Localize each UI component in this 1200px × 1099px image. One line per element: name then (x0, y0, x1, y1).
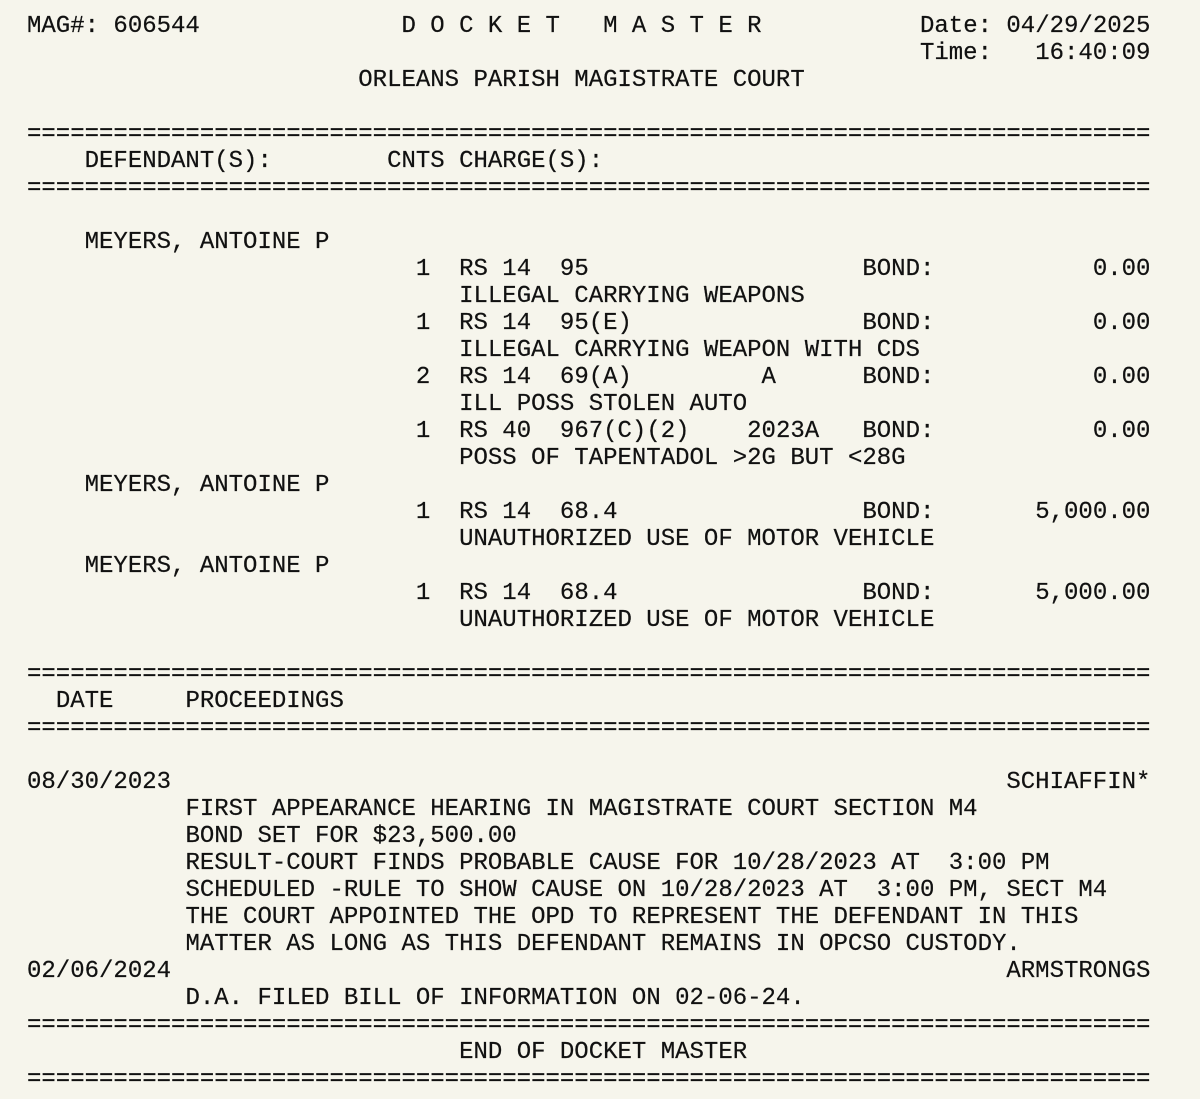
defendant-name: MEYERS, ANTOINE P (84, 553, 330, 580)
proceeding-clerk: ARMSTRONGS (1006, 958, 1151, 985)
time-label: Time: (919, 40, 992, 67)
column-proceedings: PROCEEDINGS (185, 688, 344, 715)
proceeding-text: BOND SET FOR $23,500.00 (185, 823, 517, 850)
section-divider: ============================================================================== (27, 121, 1151, 148)
date-label: Date: (919, 13, 992, 40)
charge-description-row (27, 607, 934, 634)
proceeding-entry-header (27, 769, 1150, 796)
defendant-row (27, 472, 329, 499)
bond-amount: 0.00 (1092, 418, 1151, 445)
charge-row (27, 310, 1150, 337)
charges-column-header (27, 148, 603, 175)
defendant-name: MEYERS, ANTOINE P (84, 472, 330, 499)
charge-statute: RS 40 967(C)(2) (459, 418, 690, 445)
charge-count: 1 (415, 580, 431, 607)
proceeding-text: D.A. FILED BILL OF INFORMATION ON 02-06-24. (185, 985, 805, 1012)
charge-count: 1 (415, 418, 431, 445)
charge-row (27, 256, 1150, 283)
charge-row (27, 580, 1150, 607)
report-time: 16:40:09 (1035, 40, 1151, 67)
charge-class: A (761, 364, 776, 391)
charge-description: ILLEGAL CARRYING WEAPON WITH CDS (459, 337, 920, 364)
proceeding-text: RESULT-COURT FINDS PROBABLE CAUSE FOR 10/28/2023 AT 3:00 PM (185, 850, 1050, 877)
proceeding-text-row (27, 850, 1050, 877)
proceeding-text: MATTER AS LONG AS THIS DEFENDANT REMAINS IN OPCSO CUSTODY. (185, 931, 1021, 958)
charge-description: ILLEGAL CARRYING WEAPONS (459, 283, 805, 310)
charge-statute: RS 14 95 (459, 256, 589, 283)
section-divider: ============================================================================== (27, 1066, 1151, 1093)
bond-label: BOND: (862, 364, 935, 391)
defendant-row (27, 553, 329, 580)
bond-label: BOND: (862, 499, 935, 526)
charge-description-row (27, 337, 920, 364)
charge-statute: RS 14 95(E) (459, 310, 632, 337)
bond-label: BOND: (862, 256, 935, 283)
charge-row (27, 364, 1150, 391)
bond-label: BOND: (862, 418, 935, 445)
court-name-line (27, 67, 805, 94)
mag-label: MAG#: (27, 13, 100, 40)
column-charges: CHARGE(S): (459, 148, 604, 175)
court-name: ORLEANS PARISH MAGISTRATE COURT (358, 67, 805, 94)
charge-statute: RS 14 68.4 (459, 580, 618, 607)
bond-amount: 0.00 (1092, 310, 1151, 337)
bond-label: BOND: (862, 310, 935, 337)
charge-description-row (27, 283, 805, 310)
charge-description-row (27, 445, 906, 472)
proceeding-clerk: SCHIAFFIN* (1006, 769, 1151, 796)
proceeding-text-row (27, 796, 978, 823)
proceedings-column-header (27, 688, 344, 715)
charge-description: ILL POSS STOLEN AUTO (459, 391, 748, 418)
section-divider: ============================================================================== (27, 715, 1151, 742)
defendant-row (27, 229, 329, 256)
defendant-name: MEYERS, ANTOINE P (84, 229, 330, 256)
proceeding-text-row (27, 985, 805, 1012)
end-line (27, 1039, 747, 1066)
charge-count: 2 (415, 364, 431, 391)
charge-row (27, 418, 1150, 445)
bond-amount: 5,000.00 (1035, 580, 1151, 607)
proceeding-text-row (27, 877, 1107, 904)
proceeding-entry-header (27, 958, 1150, 985)
proceeding-text-row (27, 931, 1021, 958)
charge-description: UNAUTHORIZED USE OF MOTOR VEHICLE (459, 526, 935, 553)
charge-description: UNAUTHORIZED USE OF MOTOR VEHICLE (459, 607, 935, 634)
column-date: DATE (55, 688, 114, 715)
proceeding-text: FIRST APPEARANCE HEARING IN MAGISTRATE COURT SECTION M4 (185, 796, 978, 823)
charge-row (27, 499, 1150, 526)
report-date: 04/29/2025 (1006, 13, 1151, 40)
proceeding-text-row (27, 904, 1078, 931)
bond-label: BOND: (862, 580, 935, 607)
section-divider: ============================================================================== (27, 661, 1151, 688)
section-divider: ============================================================================== (27, 175, 1151, 202)
bond-amount: 0.00 (1092, 364, 1151, 391)
docket-text (27, 13, 1150, 1093)
bond-amount: 0.00 (1092, 256, 1151, 283)
charge-count: 1 (415, 256, 431, 283)
charge-statute: RS 14 68.4 (459, 499, 618, 526)
column-counts: CNTS (387, 148, 445, 175)
column-defendants: DEFENDANT(S): (84, 148, 272, 175)
end-of-docket-text: END OF DOCKET MASTER (459, 1039, 748, 1066)
charge-count: 1 (415, 499, 431, 526)
proceeding-date: 08/30/2023 (27, 769, 172, 796)
mag-number: 606544 (113, 13, 200, 40)
charge-description-row (27, 391, 747, 418)
bond-amount: 5,000.00 (1035, 499, 1151, 526)
header-line-2 (27, 40, 1150, 67)
docket-title: D O C K E T M A S T E R (401, 13, 762, 40)
charge-class: 2023A (747, 418, 820, 445)
header-line-1 (27, 13, 1150, 40)
proceeding-text: THE COURT APPOINTED THE OPD TO REPRESENT THE DEFENDANT IN THIS (185, 904, 1079, 931)
charge-description: POSS OF TAPENTADOL >2G BUT <28G (459, 445, 906, 472)
section-divider: ============================================================================== (27, 1012, 1151, 1039)
charge-statute: RS 14 69(A) (459, 364, 632, 391)
charge-count: 1 (415, 310, 431, 337)
proceeding-text-row (27, 823, 517, 850)
proceeding-text: SCHEDULED -RULE TO SHOW CAUSE ON 10/28/2023 AT 3:00 PM, SECT M4 (185, 877, 1108, 904)
charge-description-row (27, 526, 934, 553)
proceeding-date: 02/06/2024 (27, 958, 172, 985)
